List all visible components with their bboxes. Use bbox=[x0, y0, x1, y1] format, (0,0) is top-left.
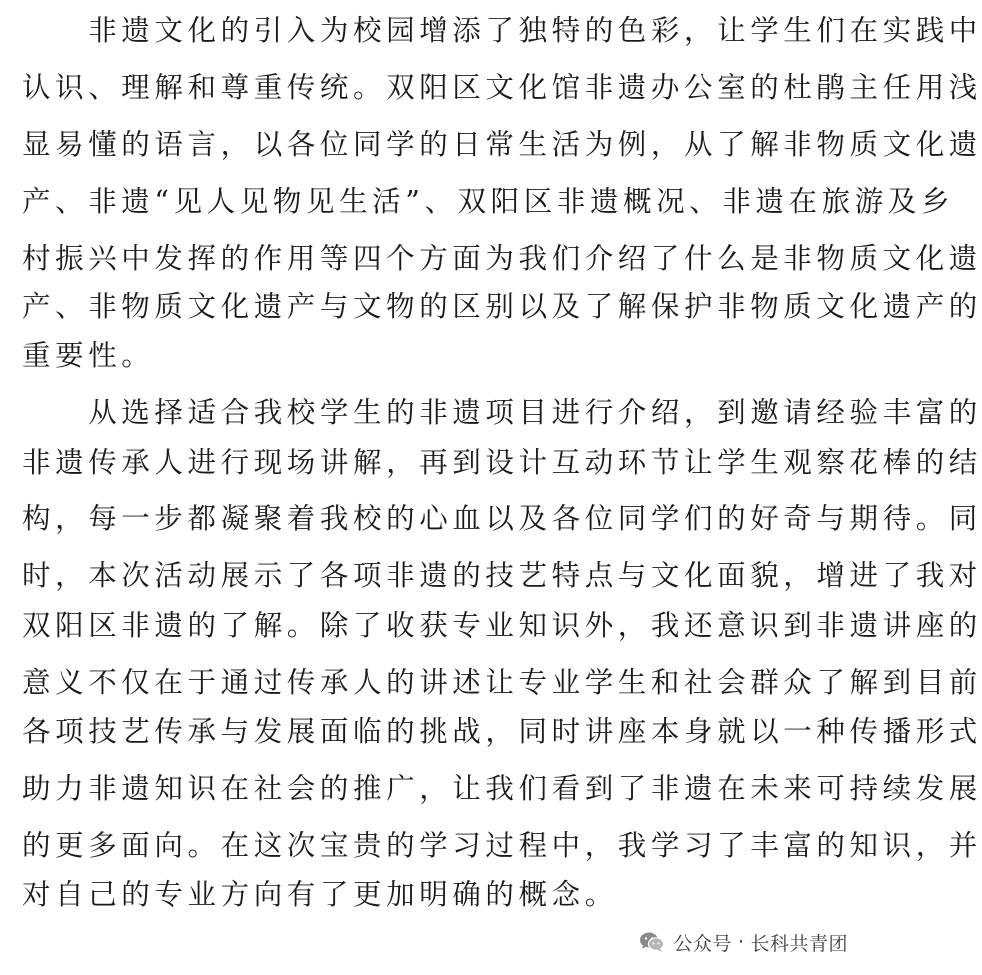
paragraph-1-line-2: 认识、理解和尊重传统。双阳区文化馆非遗办公室的杜鹃主任用浅 bbox=[22, 71, 982, 104]
watermark-account-name: 长科共青团 bbox=[750, 932, 848, 955]
paragraph-2-line-3: 构，每一步都凝聚着我校的心血以及各位同学们的好奇与期待。同 bbox=[22, 502, 982, 535]
paragraph-2-line-4: 时，本次活动展示了各项非遗的技艺特点与文化面貌，增进了我对 bbox=[22, 559, 982, 592]
watermark-separator: · bbox=[737, 931, 745, 953]
watermark-account-label: 公众号 bbox=[673, 932, 732, 955]
paragraph-2-line-10: 对自己的专业方向有了更加明确的概念。 bbox=[22, 878, 618, 911]
paragraph-2-line-2: 非遗传承人进行现场讲解，再到设计互动环节让学生观察花棒的结 bbox=[22, 446, 982, 479]
paragraph-1-line-1: 非遗文化的引入为校园增添了独特的色彩，让学生们在实践中 bbox=[22, 14, 982, 47]
paragraph-2-line-8: 助力非遗知识在社会的推广，让我们看到了非遗在未来可持续发展 bbox=[22, 772, 982, 805]
paragraph-2-line-6: 意义不仅在于通过传承人的讲述让专业学生和社会群众了解到目前 bbox=[22, 666, 982, 699]
paragraph-2-line-1: 从选择适合我校学生的非遗项目进行介绍，到邀请经验丰富的 bbox=[22, 396, 982, 429]
paragraph-1-line-5: 村振兴中发挥的作用等四个方面为我们介绍了什么是非物质文化遗 bbox=[22, 242, 982, 275]
paragraph-1-line-6: 产、非物质文化遗产与文物的区别以及了解保护非物质文化遗产的 bbox=[22, 290, 982, 323]
watermark bbox=[639, 922, 848, 962]
paragraph-2-line-5: 双阳区非遗的了解。除了收获专业知识外，我还意识到非遗讲座的 bbox=[22, 609, 982, 642]
paragraph-1-line-7: 重要性。 bbox=[22, 339, 155, 372]
paragraph-1-line-4: 产、非遗“见人见物见生活”、双阳区非遗概况、非遗在旅游及乡 bbox=[22, 185, 955, 218]
paragraph-2-line-9: 的更多面向。在这次宝贵的学习过程中，我学习了丰富的知识，并 bbox=[22, 829, 982, 862]
wechat-icon bbox=[639, 931, 665, 953]
paragraph-1-line-3: 显易懂的语言，以各位同学的日常生活为例，从了解非物质文化遗 bbox=[22, 128, 982, 161]
paragraph-2-line-7: 各项技艺传承与发展面临的挑战，同时讲座本身就以一种传播形式 bbox=[22, 715, 982, 748]
